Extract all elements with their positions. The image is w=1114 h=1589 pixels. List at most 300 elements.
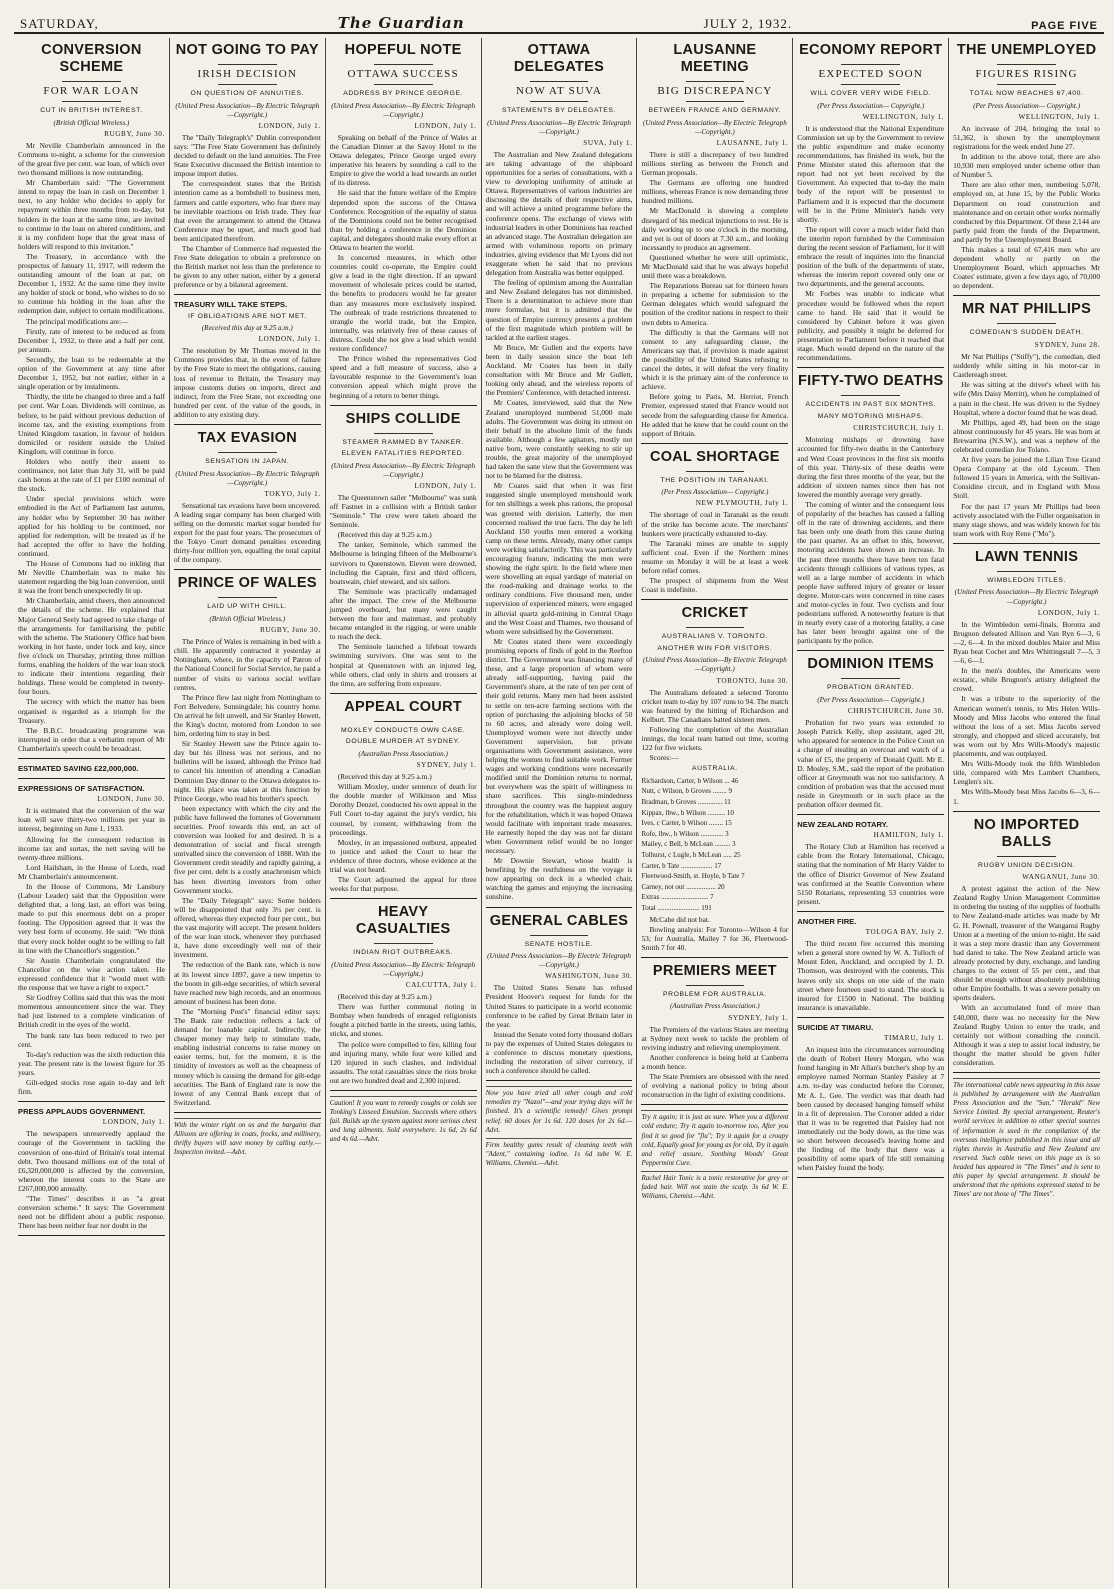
- article: [18, 764, 165, 773]
- article-paragraph: There was further communal rioting in Bombay when hundreds of enraged religionists fought a pitched battle in the streets, using lathis, sticks, and stones.: [329, 1002, 477, 1039]
- article: [797, 373, 944, 645]
- news-agency-credit: (Per Press Association— Copyright.): [661, 488, 769, 497]
- subtitle-rule: [997, 84, 1056, 85]
- article-paragraph: Sir Austin Chamberlain congratulated the Chancellor on the wise action taken. He expressed confidence that it "would meet with the response that we have a right to expect.": [18, 955, 165, 993]
- article-separator: [797, 911, 944, 912]
- score-line: Carter, b Tate .................. 17: [641, 861, 722, 870]
- advertisement: Rachel Hair Tonic is a tonic restorative for grey or faded hair. Will not stain the scalp. 3s 6d W. E. Williams, Chemist.—Advt.: [641, 1171, 788, 1201]
- article-paragraph: Sensational tax evasions have been uncovered. A leading sugar company has been charged with selling on the domestic market sugar bonded for export for the past four years. The prosecutors of the Tokyo Court demand penalties exceeding thirty-four million yen, equalling the total capital of the company.: [173, 500, 321, 565]
- article-paragraph: The newspapers unreservedly applaud the courage of the Government in tackling the conversion of one-third of Britain's total internal debt. Two thousand millions out of the total of £6,320,000,000 is affected by the conversion, whereon the interest costs to the State are £267,000,000 annually.: [18, 1129, 165, 1193]
- article-paragraph: Mr Coates stated there were exceedingly promising reports of finds of gold in the Reefton district. The Government was financing many of these, and a large proportion of whom were already self-supporting, having paid the Government's share, at the rate of ten per cent of their gold returns. Many men had been assisted to settle on ten-acre farming sections with the option of purchasing the adjoining blocks of 50 to 60 acres, and already were doing well. Unemployed women were not directly under Government supervision, but private organisations with Government assistance, were helping the women to find suitable work. Former wages and working conditions were necessarily modified until the Dominion returns to normal, but everywhere was the spirit of willingness to share sacrifices. This single-mindedness throughout the country was the happiest augury for the rehabilitation, which it was hoped Ottawa would facilitate with important trade measures. He earnestly hoped the day was not far distant when Government relief would be no longer necessary.: [485, 636, 633, 855]
- column-2: [170, 38, 326, 1588]
- article-paragraph: To-day's reduction was the sixth reduction this year. The present rate is the lowest figure for 35 years.: [18, 1049, 165, 1077]
- article-headline: DOMINION ITEMS: [807, 656, 935, 673]
- news-agency-credit: (Australian Press Association.): [670, 1002, 760, 1011]
- article-paragraph: This makes a total of 67,416 men who are dependent wholly or partly on the Unemployment Board, which approaches Mr Coates' estimate, given a few days ago, of 70,000 so dependent.: [953, 245, 1101, 291]
- article-paragraph: He said that the future welfare of the Empire depended upon the success of the Ottawa Conference. Recognition of the equality of status of the Dominions could not be better recognised than by holding a conference in the Dominion capital, and delegates should make every effort at Ottawa to hearten the world.: [329, 188, 477, 252]
- article-headline: HOPEFUL NOTE: [344, 42, 462, 58]
- news-agency-credit: (British Official Wireless.): [209, 614, 286, 623]
- article-paragraph: A protest against the action of the New Zealand Rugby Union Management Committee in ordering the testing of the supplies of footballs to New Zealand-made articles was made by Mr G. H. Pownall, treasurer of the Wanganui Rugby Union at a meeting of the union to-night. He said it was a step more drastic than any Government had dared to take. The New Zealand article was already protected by duty, exchange, and landing charges to the extent of 55 per cent., and that should be enough without absolutely prohibiting other Empire footballs. It was a severe penalty on sports dealers.: [953, 884, 1101, 1003]
- headline-rule: [997, 323, 1056, 324]
- subtitle-rule: [686, 101, 745, 102]
- masthead-page-number: PAGE FIVE: [1031, 20, 1098, 32]
- article-deck: PROBLEM FOR AUSTRALIA.: [662, 990, 767, 998]
- article-paragraph: Mr Chamberlain, amid cheers, then announced the details of the scheme. He explained that Major General Seely had agreed to take charge of the arrangements for familiarising the public with the scheme. The Stationery Office had been working in hot haste, under lock and key, since five o'clock on Thursday, printing three million forms, enabling the holders of the war loan stock to indicate their intentions regarding their holdings. These would be completed in twenty-four hours.: [18, 596, 165, 697]
- headline-rule: [841, 678, 900, 679]
- article-subtitle: OTTAWA SUCCESS: [347, 68, 459, 80]
- article-headline: LAUSANNE MEETING: [673, 42, 757, 75]
- article: [797, 917, 944, 1012]
- article-dateline: HAMILTON, July 1.: [873, 831, 945, 840]
- advertisement: Firm healthy gums result of cleaning teeth with "Adent," containing iodine. 1s 6d tube W. E. Williams, Chemist.—Advt.: [486, 1138, 633, 1168]
- article-dateline: WELLINGTON, July 1.: [1018, 112, 1101, 121]
- article-paragraph: McCabe did not bat.: [649, 914, 710, 924]
- article-dateline: TOLOGA BAY, July 2.: [865, 928, 945, 937]
- article-paragraph: The "Morning Post's" financial editor says: The Bank rate reduction reflects a lack of demand for loanable capital. Indirectly, the cheaper money may help to stimulate trade, enabling industrial concerns to raise money on easier terms, but, for the moment, it is the timidity of investors as well as the cheapness of money which is causing the demand for gilt-edge securities. The Bank of England rate is now the lowest of any Central Bank except that of Switzerland.: [173, 1006, 321, 1107]
- article-paragraph: (Received this day at 9.25 a.m.): [337, 772, 432, 782]
- article-separator: [330, 1090, 477, 1091]
- article-paragraph: In the Wimbledon semi-finals, Borotra and Brugnon defeated Allison and Van Ryn 6—3, 6—2, 6—4. In the mixed doubles Maier and Miss Ryan beat Cochet and Mrs Whittingstall 7—5, 3—6, 6—1.: [953, 619, 1101, 666]
- article: [641, 449, 788, 595]
- article-dateline: LONDON, July 1.: [258, 121, 321, 130]
- article-deck: ADDRESS BY PRINCE GEORGE.: [343, 90, 464, 98]
- article-paragraph: An inquest into the circumstances surrounding the death of Robert Henry Morgan, who was found hanging in Mr Allan's butcher's shop by an employee named Norman Stanley Paisley at 7 a.m. to-day was conducted before the Coroner, Mr A. L. Gee. The verdict was that death had been caused by deceased hanging himself whilst in a fit of depression. The Coroner added a rider that it was to be regretted that Paisley had not immediately cut the body down, as the time was so short between deceased's leaving home and the finding of the body that there was a possibility of some spark of life still remaining when Paisley found the body.: [797, 1045, 945, 1173]
- article-paragraph: The report will cover a much wider field than the interim report furnished by the Commission during the recent session of Parliament, for it will embrace the result of inquiries into the financial position of the bulk of the departments of state, whereas the interim report covered only one or two departments, and the general accounts.: [797, 224, 945, 289]
- article-separator: [330, 898, 477, 899]
- article-subheading: SUICIDE AT TIMARU.: [797, 1022, 874, 1032]
- column-1: [14, 38, 170, 1588]
- article-separator: [174, 294, 321, 295]
- article-dateline: SYDNEY, July 1.: [416, 760, 477, 769]
- article-paragraph: Lord Hailsham, in the House of Lords, read Mr Chamberlain's announcement.: [18, 862, 165, 881]
- article-deck: STEAMER RAMMED BY TANKER.: [342, 438, 464, 446]
- news-agency-credit: (Per Press Association— Copyright.): [817, 101, 925, 110]
- article-paragraph: Questioned whether he were still optimistic, Mr MacDonald said that he was always hopeful until there was a breakdown.: [641, 252, 789, 281]
- article-headline: NO IMPORTED BALLS: [973, 816, 1080, 850]
- article-paragraph: The Prince wished the representatives God speed and a full measure of success, also a favourable response to the Government's loan conversion appeal which might prove the beginning of a return to better things.: [329, 354, 477, 400]
- article-paragraph: Secondly, the loan to be redeemable at the option of the Government at any time after December 1, 1952, but not earlier, either in a single operation or by instalments.: [18, 354, 165, 392]
- column-7: [949, 38, 1104, 1588]
- article-separator: [797, 814, 944, 815]
- article: [797, 656, 944, 809]
- article-paragraph: Mr Nat Phillips ("Stiffy"), the comedian, died suddenly while sitting in his motor-car in Castlereagh street.: [953, 352, 1101, 380]
- news-agency-credit: (United Press Association—By Electric Telegraph—Copyright.): [175, 101, 320, 119]
- headline-rule: [841, 64, 900, 65]
- article-separator: [953, 811, 1100, 812]
- news-agency-credit: (United Press Association—By Electric Telegraph—Copyright.): [331, 960, 476, 978]
- article-paragraph: The tanker, Seminole, which rammed the Melbourne is bringing fifteen of the Melbourne's survivors to Queenstown. Eleven were drowned, including the Captain, first and third officers, boatswain, chief steward, and six sailors.: [329, 540, 477, 586]
- article-paragraph: Mr Phillips, aged 49, had been on the stage almost continuously for 45 years. He was born at Brewarrina (N.S.W.), and was a nephew of the celebrated comedian Joe Tolano.: [953, 417, 1101, 454]
- article-paragraph: The Court adjourned the appeal for three weeks for that purpose.: [329, 875, 477, 894]
- score-line: Kippax, lbw., b Wilson .......... 10: [641, 808, 734, 817]
- article-separator: [174, 424, 321, 425]
- article-paragraph: The Seminole was practically undamaged after the impact. The crew of the Melbourne jumped overboard, but many were caught between the fore and mainmast, and probably became entangled in the rigging, or were unable to reach the deck.: [329, 586, 477, 642]
- article-paragraph: It was a tribute to the superiority of the American women's tennis, to Mrs Helen Wills-Moody and Miss Jacobs who entered the final without the loss of a set. Miss Jacobs served strongly, and chopped and sliced accurately, but was worn out by Mrs Wills-Moody's majestic placements, and was outplayed.: [953, 694, 1101, 759]
- article: [953, 817, 1100, 1067]
- article-headline: TAX EVASION: [197, 430, 298, 446]
- masthead-paper-title: The Guardian: [337, 14, 465, 32]
- article-paragraph: William Moxley, under sentence of death for the double murder of Wilkinson and Miss Dorothy Denzel, conducted his own appeal in the Full Court to-day against the jury's verdict, his counsel, by consent, withdrawing from the proceedings.: [329, 782, 477, 837]
- article-dateline: LONDON, June 30.: [97, 795, 165, 804]
- article-paragraph: Sir Stanley Hewett saw the Prince again to-day but his illness was not serious, and no bulletins will be issued, although the Prince had to cancel his intention of attending a Canadian Dominion Day dinner to the Ottawa delegates to-night. His place was taken at this function by Prince George, who read his brother's speech.: [173, 739, 321, 803]
- article-paragraph: The Chamber of Commerce had requested the Free State delegation to obtain a preference on the British market not less than the preference to be given to any other nation, either by a general preference or by a bilateral agreement.: [173, 244, 321, 290]
- article-paragraph: Mr Coates, interviewed, said that the New Zealand unemployed numbered 51,000 male adults. The Government was doing its utmost on their behalf in the absolute limit of the funds available. Although a few agitators, mostly not native born, were constantly seeking to stir up trouble, the great majority of the unemployed had taken the sane view that the Government was not to be blamed for the distress.: [485, 398, 633, 481]
- article-paragraph: The Queenstown sailer "Melbourne" was sunk off Fastnet in a collision with a British tanker "Seminole." The crew were taken aboard the Seminole.: [329, 492, 477, 530]
- article-dateline: NEW PLYMOUTH, July 1.: [695, 499, 789, 508]
- article-separator: [797, 367, 944, 368]
- article-subheading: ESTIMATED SAVING £22,000,000.: [18, 763, 139, 773]
- score-line: Total ........................ 191: [641, 903, 712, 912]
- article-headline: GENERAL CABLES: [489, 912, 629, 929]
- article-paragraph: The Treasury, in accordance with the prospectus of January 11, 1917, will redeem the outstanding amount of the loan at par, on December 1, 1932. At the same time they invite any holder of stock or bond, who wishes to do so to continue his holding in the loan after the redemption date, subject to certain modifications.: [18, 251, 165, 316]
- article-paragraph: Mr Forbes was unable to indicate what procedure would be followed when the report came to hand. He said that it would be considered by Cabinet before it was given publicity, and possibly it might be deferred for presentation to Parliament before it reached that stage. Much would depend on the nature of the recommendations.: [797, 289, 945, 363]
- news-agency-credit: (United Press Association—By Electric Telegraph—Copyright.): [331, 461, 476, 479]
- article-deck: RUGBY UNION DECISION.: [978, 861, 1076, 869]
- article: [174, 575, 321, 1106]
- article-paragraph: Mrs Wills-Moody beat Miss Jacobs 6—3, 6—1.: [953, 787, 1101, 806]
- article-paragraph: The Australian and New Zealand delegations are taking advantage of the shipboard opportunities for a series of consultations, with a view to developing uniformity of attitude at Ottawa. Representatives of various industries are discussing the details of their respective aims, and will achieve a united programme before the conference opens. The exchange of views with industrial leaders in other Dominions has reached an advanced stage. The Australian delegation are armed with voluminous reports on primary industries, giving evidence that Mr Lyons did not exaggerate when he said that no previous delegation from Australia was better equipped.: [485, 149, 633, 278]
- news-agency-credit: (United Press Association—By Electric Telegraph—Copyright.): [487, 952, 631, 970]
- article-paragraph: The "Daily Telegraph's" Dublin correspondent says: "The Free State Government has definitely decided to default on the land annuities. The Free State Executive discussed the British intention to impose import duties.: [173, 132, 321, 179]
- article-subtitle: IRISH DECISION: [197, 68, 298, 80]
- subtitle-rule: [530, 101, 589, 102]
- article-paragraph: Sir Godfrey Collins said that this was the most momentous announcement since the war. They had just listened to a complete vindication of British credit in the eyes of the world.: [18, 993, 165, 1030]
- article-paragraph: Instead the Senate voted forty thousand dollars to pay the expenses of United States delegates to a conference to discuss monetary questions, including the restoration of silver currency, if such a conference should be called.: [485, 1029, 633, 1076]
- article-separator: [486, 907, 633, 908]
- article: [174, 300, 321, 419]
- article-dateline: LONDON, July 1.: [102, 1118, 165, 1127]
- news-agency-credit: (Per Press Association— Copyright.): [973, 101, 1081, 110]
- article-separator: [18, 1101, 165, 1102]
- article-paragraph: Firstly, rate of interest to be reduced as from December 1, 1932, to three and a half per cent. per annum.: [18, 326, 165, 354]
- article-deck: TOTAL NOW REACHES 67,400.: [969, 90, 1084, 98]
- article-paragraph: The reduction of the Bank rate, which is now at its lowest since 1897, gave a new impetus to the boom in gilt-edge securities, of which several have reached new high records, and an enormous amount of business has been done.: [173, 960, 321, 1006]
- article-paragraph: Mr Bruce, Mr Gullett and the experts have been in daily session since the boat left Auckland. Mr Coates has been in daily consultation with Mr Bruce and Mr Gullett, looking only ahead, and the wireless reports of the Premiers' Conference, with detached interest.: [485, 342, 633, 398]
- article-dateline: WANGANUI, June 30.: [1022, 873, 1101, 882]
- news-agency-credit: (United Press Association—By Electric Telegraph—Copyright.): [331, 101, 476, 119]
- article-paragraph: Mr Neville Chamberlain announced in the Commons to-night, a scheme for the conversion of the great five per cent. war loan, of which over two thousand millions is now outstanding.: [18, 140, 165, 178]
- article-headline: MR NAT PHILLIPS: [962, 301, 1092, 318]
- article-paragraph: It is understood that the National Expenditure Commission set up by the Government to review the public expenditure and make economy recommendations, has finished its work, but the Prime Minister stated this afternoon that the report had not yet been received by the Government. An expected that to-day the main body of the report will be presented to Parliament and it is expected that the document will be in the Prime Minister's hands very shortly.: [797, 123, 945, 224]
- article-paragraph: The Premiers of the various States are meeting at Sydney next week to tackle the problem of reviving industry and relieving unemployment.: [641, 1024, 789, 1052]
- article-paragraph: The Seminole launched a lifeboat towards swimming survivors. One was sent to the hospital at Queenstown with an injured leg, while others, clad only in shirts and trousers at the time, are suffering from exposure.: [329, 642, 477, 688]
- article: [486, 913, 633, 1076]
- subtitle-rule: [841, 84, 900, 85]
- article-paragraph: Probation for two years was extended to Joseph Patrick Kelly, shop assistant, aged 20, who appeared for sentence in the Police Court on a charge of stealing an overcoat and watch of a value of £5, the property of Donald Quill. Mr E. D. Mosley, S.M., said the report of the probation officer at Greymouth was not too satisfactory. A condition of probation was that the accused must reside in Greymouth or in such place as the probation officer deemed fit.: [797, 718, 945, 809]
- article: [18, 42, 165, 753]
- article-deck: STATEMENTS BY DELEGATES.: [502, 107, 616, 115]
- article-separator: [18, 778, 165, 779]
- article-paragraph: The Australians defeated a selected Toronto cricket team to-day by 107 runs to 94. The match was featured by the hitting of Richardson and Kelburt. The Canadians batted sixteen men.: [641, 687, 789, 724]
- article-paragraph: The difficulty is that the Germans will not consent to any safeguarding clause, the Americans say that, if provision is made against the possibility of the United States refusing to cancel the debts, it will defeat the very finality which it is the primary aim of the conference to achieve.: [641, 327, 789, 392]
- masthead-day: SATURDAY,: [20, 16, 99, 31]
- news-agency-credit: (United Press Association—By Electric Telegraph—Copyright.): [954, 588, 1099, 606]
- article-subtitle: FOR WAR LOAN: [43, 85, 140, 97]
- article-paragraph: The resolution by Mr Thomas moved in the Commons provides that, in the event of failure by the Free State to meet the obligations, causing loss of revenue to Britain, the Treasury may impose customs duties on imports, direct and indirect, from the Free State, not exceeding one hundred per cent. of the value of the goods, in addition to any existing duty.: [173, 346, 321, 419]
- subtitle-rule: [218, 84, 277, 85]
- article: [953, 301, 1100, 537]
- article-deck: CUT IN BRITISH INTEREST.: [40, 107, 143, 115]
- article-subtitle: NOW AT SUVA: [516, 85, 602, 97]
- headline-rule: [374, 721, 433, 722]
- article-deck: LAID UP WITH CHILL.: [207, 603, 288, 611]
- copyright-notice: The international cable news appearing in this issue is published by arrangement with the Australian Press Association and the "Sun," "Herald" New Service Limited. By special arrangement, Reuter's world services in addition to other special sources of information is used in the compilation of the overseas intelligence published in this issue and all rights therein in Australia and New Zealand are reserved. Such cable news on this page as is so headed has appeared in "The Times" and is sent to this paper by special arrangement. It should be understood that the opinions expressed stated to be Times' are not those of "The Times".: [953, 1078, 1100, 1199]
- headline-rule: [530, 81, 589, 82]
- headline-rule: [997, 856, 1056, 857]
- article-paragraph: The correspondent states that the British intention came as a bombshell to business men, farmers and cattle exporters, who fear there may be inevitable reactions on Irish trade. They fear that even the arrangement to attend the Ottawa Conference may be upset, and much good had been anticipated therefrom.: [173, 179, 321, 243]
- article-dateline: LONDON, July 1.: [1037, 608, 1101, 617]
- article-separator: [18, 758, 165, 759]
- article-separator: [486, 1080, 633, 1081]
- article-paragraph: There is still a discrepancy of two hundred millions sterling as between the French and German proposals.: [641, 149, 789, 178]
- article-separator: [174, 1112, 321, 1113]
- article-paragraph: In concerted measures, in which other countries could co-operate, the Empire could give a lead in the right direction. If an upward movement of wholesale prices could be started, the benefits to producers would be far greater than any measures more exclusively inspired. The outbreak of trade restrictions threatened to strangle the world trade, but the Empire, internally, was relatively free of these causes of distress. Could she not give a lead which would restore confidence?: [329, 253, 477, 354]
- article: [641, 605, 788, 952]
- article: [797, 42, 944, 362]
- article-subheading: EXPRESSIONS OF SATISFACTION.: [18, 784, 145, 794]
- article-dateline: RUGBY, June 30.: [259, 626, 321, 635]
- column-6: [793, 38, 949, 1588]
- article-paragraph: Mrs Wills-Moody took the fifth Wimbledon title, compared with Mrs Lambert Chambers, Lenglen's six.: [953, 759, 1101, 787]
- article: [18, 1107, 165, 1230]
- column-4: [482, 38, 638, 1588]
- article-deck: BETWEEN FRANCE AND GERMANY.: [648, 107, 782, 115]
- article-paragraph: The State Premiers are obsessed with the need of evolving a national policy to bring about reconstruction in the light of existing conditions.: [641, 1072, 789, 1100]
- article-deck: ACCIDENTS IN PAST SIX MONTHS.: [805, 401, 936, 409]
- article-paragraph: Bowling analysis: For Toronto—Wilson 4 for 53; for Australia, Mailey 7 for 36, Fleetwood-Smith 7 for 40.: [641, 924, 789, 952]
- article-headline: FIFTY-TWO DEATHS: [797, 373, 944, 390]
- advertisement: Caution! It you want to remedy coughs or colds see Tonking's Linseed Emulsion. Succeeds where others fail. Builds up the system against more serious chest and lung ailments. Sold everywhere. 1s 6d, 2s 6d and 4s 6d.—Advt.: [330, 1096, 477, 1144]
- article-paragraph: Another conference is being held at Canberra a month hence.: [641, 1052, 789, 1071]
- article-deck: AUSTRALIANS V. TORONTO.: [661, 633, 768, 641]
- article-separator: [174, 569, 321, 570]
- article-headline: LAWN TENNIS: [974, 548, 1079, 565]
- headline-rule: [62, 81, 121, 82]
- article-sub-deck: DOUBLE MURDER AT SYDNEY.: [345, 738, 461, 746]
- article-deck: ON QUESTION OF ANNUITIES.: [190, 90, 305, 98]
- news-agency-credit: (Australian Press Association.): [358, 749, 448, 758]
- article-paragraph: For the past 17 years Mr Phillips had been actively associated with the Fuller organisation in many stage shows, and was widely known for his team work with Roy Rene ("Mo").: [953, 501, 1101, 538]
- article-deck: MOXLEY CONDUCTS OWN CASE.: [340, 726, 466, 734]
- article: [174, 42, 321, 289]
- article-paragraph: The third recent fire occurred this morning when a general store owned by W. A. Tulloch of Mount Eden, Auckland, and occupied by J. D. Thomson, was destroyed with the contents. This leaves only six shops on one side of the main street where fourteen used to stand. The stock is insured for £1500 in National. The building insurance is unavailable.: [797, 939, 945, 1012]
- advertisement: With the winter right on us and the bargains that Allisons are offering in coats, frocks, and millinery, thrifty buyers will save money by calling early.—Inspection invited.—Advt.: [174, 1118, 321, 1157]
- article-headline: PRINCE OF WALES: [177, 575, 317, 592]
- article-paragraph: The secrecy with which the matter has been organised is regarded as a triumph for the Treasury.: [18, 697, 165, 725]
- article: [330, 699, 477, 893]
- article-separator: [330, 693, 477, 694]
- news-agency-credit: (United Press Association—By Electric Telegraph—Copyright.): [487, 118, 631, 136]
- article-dateline: LAUSANNE, July 1.: [716, 138, 789, 147]
- article-paragraph: Speaking on behalf of the Prince of Wales at the Canadian Dinner at the Savoy Hotel to the Ottawa delegates, Prince George urged every imperative his hearers by sounding a call to the Empire to give the world a lead towards an outlet of its distress.: [329, 132, 477, 188]
- article-subheading: TREASURY WILL TAKE STEPS.: [173, 300, 288, 310]
- article-deck: INDIAN RIOT OUTBREAKS.: [353, 949, 454, 957]
- headline-rule: [530, 935, 589, 936]
- columns-container: [14, 38, 1104, 1588]
- article-paragraph: With an accumulated fund of more than £40,000, there was no necessity for the New Zealand Rugby Union to enter the trade, and certainly not without consulting the council. Although it was a step to assist local industry, he thought the matter should be given fuller consideration.: [953, 1003, 1101, 1067]
- article-dateline: SYDNEY, June 28.: [1034, 340, 1101, 349]
- news-agency-credit: (United Press Association—By Electric Telegraph—Copyright.): [175, 469, 320, 487]
- headline-rule: [374, 943, 433, 944]
- article-paragraph: The feeling of optimism among the Australian and New Zealand delegates has not diminished. There is a determination to achieve more than mere formulae, but it is admitted that the question of Empire currency presents a problem of the first magnitude which problem will be tackled at the earliest stages.: [485, 278, 633, 342]
- news-agency-credit: (United Press Association—By Electric Telegraph—Copyright.): [642, 656, 787, 674]
- headline-rule: [686, 985, 745, 986]
- article-paragraph: In the men's doubles, the Americans were ecstatic, while Brugnon's artistry delighted the crowd.: [953, 666, 1101, 694]
- article-paragraph: Before going to Paris, M. Herriot, French Premier, expressed stated that France would not secede from the safeguarding clause for America. He added that he knew that he could count on the support of Britain.: [641, 392, 789, 438]
- article-separator: [641, 957, 788, 958]
- article-separator: [330, 405, 477, 406]
- article-subheading: ANOTHER FIRE.: [797, 916, 857, 926]
- headline-rule: [686, 81, 745, 82]
- article-headline: OTTAWA DELEGATES: [513, 42, 605, 75]
- news-agency-credit: (Per Press Association— Copyright.): [817, 695, 925, 704]
- article: [953, 42, 1100, 290]
- article-paragraph: Allowing for the consequent reduction in income tax and surtax, the nett saving will be twenty-three millions.: [18, 834, 165, 862]
- article-dateline: WASHINGTON, June 30.: [545, 972, 633, 981]
- article-subtitle: EXPECTED SOON: [818, 68, 923, 80]
- article-sub-deck: ANOTHER WIN FOR VISITORS.: [657, 644, 773, 652]
- article-paragraph: The Prince of Wales is remaining in bed with a chill. He apparently contracted it yesterday at Nottingham, where, in the capacity of Patron of the National Council for Social Service, he paid a number of visits to various social welfare centres.: [173, 637, 321, 692]
- headline-rule: [374, 433, 433, 434]
- advertisement: Try it again; it is just as sure. When you a different cold endure; Try it again to-morrow too, After you find it so good for "flu"; Try it again for a croupy cold, Equally good for young as for old, Try it again and relief assure, Soothing Woods' Great Peppermint Cure.: [641, 1110, 788, 1168]
- article: [797, 820, 944, 906]
- article-deck: COMEDIAN'S SUDDEN DEATH.: [969, 329, 1084, 337]
- article-separator: [18, 1235, 165, 1236]
- score-line: Tolhurst, c Lugle, b McLean ..... 25: [641, 851, 741, 859]
- article-separator: [797, 650, 944, 651]
- article-paragraph: Mr Chamberlain said: "The Government intend to repay the loan in cash on December 1 next, to any holder who decides to apply for repayment within three months from to-day, but holders in the loan at the same time, are invited to continue in the loan on altered conditions, and it is my confident hope that the great mass of holders will respond to this invitation.": [18, 178, 165, 251]
- article-paragraph: Mr Coates said that when it was first suggested single unemployed menshould work for ten shillings a week plus rations, the proposal was greeted with derision. Latterly, the men concerned realised the true facts. The day he left Auckland 150 youths men entered a working camp on these terms. Already, many other camps were working satisfactorily. This was particularly encouraging feature, indicating the men were showing the right spirit. In the field where men were shovelling an equal yardage of material on the road-making and drainage works to the ordinary conditions. Five thousand men, under supervision of experienced miners, were engaged in alluvial quartz gold-mining in Central Otago and the West Coast and Thames, two thousand of whom were subsidised by the Government.: [485, 481, 633, 636]
- article-sub-deck: ELEVEN FATALITIES REPORTED.: [341, 450, 465, 458]
- article-separator: [953, 295, 1100, 296]
- article-paragraph: He was sitting at the driver's wheel with his wife (Mrs Daisy Merritt), when he complained of a pain in the chest. He was driven to the Sydney Hospital, where a doctor found that he was dead.: [953, 380, 1101, 417]
- article-paragraph: Scores:—: [649, 753, 679, 763]
- article-paragraph: The B.B.C. broadcasting programme was interrupted in order that a verbatim report of Mr Chamberlain's speech could be broadcast.: [18, 725, 165, 753]
- article-dateline: WELLINGTON, July 1.: [862, 112, 945, 121]
- score-line: Extras ........................... 7: [641, 893, 714, 902]
- article-paragraph: At five years he joined the Lilian Tree Grand Opera Company at the old Lyceum. Then followed 15 years in America, with the Sullivan-Considine circuit, and in England with Moss Stoll.: [953, 455, 1101, 501]
- article-deck: IF OBLIGATIONS ARE NOT MET.: [187, 312, 307, 320]
- score-line: Nutt, c Wilson, b Groves ........ 9: [641, 787, 733, 796]
- article-subtitle: BIG DISCREPANCY: [657, 85, 773, 97]
- article-headline: PREMIERS MEET: [652, 962, 777, 979]
- article-paragraph: Holders who notify their assent to continuance, not later than July 31, will be paid cash bonus at the rate of £1 per £100 nominal of the stock.: [18, 456, 165, 494]
- article-paragraph: The Rotary Club at Hamilton has received a cable from the Rotary International, Chicago, stating that the nomination of Mr Harry Valder to the office of District Governor of New Zealand was confirmed at the Seattle Convention where 5150 Rotarians, representing 53 countries were present.: [797, 842, 945, 906]
- news-agency-credit: (Received this day at 9.25 a.m.): [201, 324, 293, 333]
- article: [953, 549, 1100, 806]
- article: [18, 784, 165, 1096]
- article-paragraph: The coming of winter and the consequent loss of popularity of the beaches has caused a falling off in the rate of drowning accidents, and there has been only one death from this cause during the past quarter. As an offset to this, however, motoring accidents have shown an increase. In the past three months there have been ten fatal accidents through collisions of various types, as well as a large number of accidents in which people have suffered injury of greater or lesser degree. Motor-cars were concerned in nine cases and motor-cycles in four. Two cyclists and four pedestrians suffered. A noteworthy feature is that in nearly every case of a motoring fatality, a case has later been brought against one of the participants by the police.: [797, 499, 945, 646]
- news-agency-credit: (British Official Wireless.): [53, 118, 130, 127]
- article-headline: THE UNEMPLOYED: [956, 42, 1097, 58]
- article-paragraph: There are also other men, numbering 5,078, employed on, at June 15, by the Public Works Department on road construction and maintenance and on certain other works normally conducted by this Department. Of these 2,144 are partly paid from the funds of the Department, and partly by the Unemployment Board.: [953, 180, 1101, 244]
- article-paragraph: In addition to the above total, there are also 10,930 men employed under scheme other than of Number 5.: [953, 152, 1101, 180]
- article-deck: SENATE HOSTILE.: [524, 940, 594, 948]
- advertisement: Now you have tried all other cough and cold remedies try "Nazol"—and your trying days will be finished. It's a scientific remedy! Gives prompt relief. 60 doses for 1s 6d. 120 doses for 2s 6d.—Advt.: [486, 1086, 633, 1134]
- article-dateline: CHRISTCHURCH, July 1.: [853, 424, 945, 433]
- headline-rule: [218, 452, 277, 453]
- article-separator: [641, 599, 788, 600]
- news-agency-credit: (United Press Association—By Electric Telegraph—Copyright.): [642, 118, 787, 136]
- article: [330, 904, 477, 1085]
- article-dateline: TORONTO, June 30.: [716, 676, 789, 685]
- headline-rule: [997, 571, 1056, 572]
- article-paragraph: The Germans are offering one hundred millions, whereas France is now demanding three hundred millions.: [641, 178, 789, 206]
- article-headline: ECONOMY REPORT: [799, 42, 943, 58]
- article-deck: THE POSITION IN TARANAKI.: [660, 476, 770, 484]
- article-dateline: RUGBY, June 30.: [104, 129, 165, 138]
- article-subheading: NEW ZEALAND ROTARY.: [797, 820, 888, 830]
- column-3: [326, 38, 482, 1588]
- headline-rule: [374, 64, 433, 65]
- article-subtitle: FIGURES RISING: [975, 68, 1078, 80]
- article-paragraph: Thirdly, the title be changed to three and a half per cent. War Loan. Dividends will continue, as before, to be paid without previous deduction of income tax, and the existing exemptions from United Kingdom taxation, in favour of holders domiciled or resident outside the United Kingdom, will continue in force.: [18, 392, 165, 456]
- article-paragraph: Moxley, in an impassioned outburst, appealed to justice and asked the Court to hear the evidence of three doctors, whose evidence at the trial was not heard.: [329, 837, 477, 874]
- article-dateline: LONDON, July 1.: [258, 335, 321, 344]
- article-separator: [641, 1104, 788, 1105]
- article-paragraph: The bank rate has been reduced to two per cent.: [18, 1030, 165, 1049]
- score-line: Richardson, Carter, b Wilson ... 46: [641, 776, 739, 785]
- article-paragraph: The Reparations Bureau sat for thirteen hours in preparing a scheme for submission to the German delegates which would safeguard the position of the creditor nations in respect to their own debts to America.: [641, 281, 789, 327]
- article: [797, 1023, 944, 1173]
- article-separator: [797, 1017, 944, 1018]
- article-dateline: LONDON, July 1.: [414, 121, 477, 130]
- headline-rule: [218, 64, 277, 65]
- score-line: Mailey, c Bell, b McLean ......... 3: [641, 840, 736, 849]
- headline-rule: [218, 597, 277, 598]
- headline-rule: [686, 627, 745, 628]
- article-paragraph: The prospect of shipments from the West Coast is indefinite.: [641, 576, 789, 595]
- article-paragraph: The United States Senate has refused President Hoover's request for funds for the United States to participate in a world economic conference to be called by Great Britain later in the year.: [485, 983, 633, 1029]
- article-paragraph: An increase of 204, bringing the total to 51,362, is shown by the unemployment registrations for the week ended June 27.: [953, 123, 1101, 151]
- article-deck: SENSATION IN JAPAN.: [205, 458, 290, 465]
- article-separator: [641, 443, 788, 444]
- article-paragraph: It is estimated that the conversion of the war loan will save thirty-two millions per year in interest, beginning on June 1, 1933.: [18, 806, 165, 834]
- article-dateline: TOKYO, July 1.: [264, 489, 321, 498]
- masthead-date: JULY 2, 1932.: [703, 16, 793, 31]
- article-headline: HEAVY CASUALTIES: [355, 904, 451, 938]
- article-paragraph: In the House of Commons, Mr Lansbury (Labour Leader) said that the Opposition were delighted that, a long last, an effort was being made to put this enormous debt on a proper footing. The Opposition agreed that it was the very best form of economy. He said: "We think that every stock holder ought to be willing to fall in line with the Chancellor's suggestion.": [18, 882, 165, 955]
- article-dateline: CALCUTTA, July 1.: [405, 980, 477, 989]
- article: [330, 411, 477, 688]
- article-subheading: PRESS APPLAUDS GOVERNMENT.: [18, 1107, 146, 1117]
- article-dateline: SYDNEY, July 1.: [728, 1013, 789, 1022]
- article-headline: NOT GOING TO PAY: [175, 42, 319, 58]
- article-paragraph: The principal modifications are:—: [26, 316, 129, 326]
- article-dateline: LONDON, July 1.: [414, 481, 477, 490]
- article: [641, 963, 788, 1099]
- article-headline: COAL SHORTAGE: [649, 448, 780, 465]
- score-line: Rofe, lbw., b Wilson ............. 3: [641, 829, 729, 838]
- article-paragraph: (Received this day at 9.25 a.m.): [337, 992, 432, 1002]
- article-paragraph: Under special provisions which were embodied in the Act of Parliament last autumn, any holder who by September 30 has neither applied for his holding to be continued, nor applied for redemption, will be treated as if he had accepted the offer to have the holding continued.: [18, 494, 165, 558]
- article-headline: APPEAL COURT: [344, 698, 463, 715]
- headline-rule: [841, 395, 900, 396]
- score-line: Carney, not out ................. 20: [641, 882, 725, 891]
- article-sub-deck: MANY MOTORING MISHAPS.: [817, 412, 924, 420]
- article-separator: [797, 1177, 944, 1178]
- score-line: Fleetwood-Smith, st. Hoyle, b Tate 7: [641, 872, 745, 881]
- column-5: [637, 38, 793, 1588]
- article-dateline: CHRISTCHURCH, June 30.: [847, 707, 945, 716]
- article-paragraph: Gilt-edged stocks rose again to-day and left firm.: [18, 1077, 165, 1097]
- article-paragraph: been expectancy with which the city and the public have followed the fortunes of Government securities. Proof towards this end, an act of conversion was looked for and desired. It is a demonstration of social and fiscal strength unrivalled since the conversion of 1888. With the Government credit steadily and rapidly gaining, a five per cent. debt is a costly anachronism which has been diverting investors from other Government stocks.: [173, 803, 321, 895]
- article-dateline: SUVA, July 1.: [583, 138, 633, 147]
- article-headline: SHIPS COLLIDE: [345, 410, 461, 427]
- subtitle-rule: [374, 84, 433, 85]
- article-paragraph: (Received this day at 9.25 a.m.): [337, 530, 432, 540]
- masthead: [14, 6, 1104, 34]
